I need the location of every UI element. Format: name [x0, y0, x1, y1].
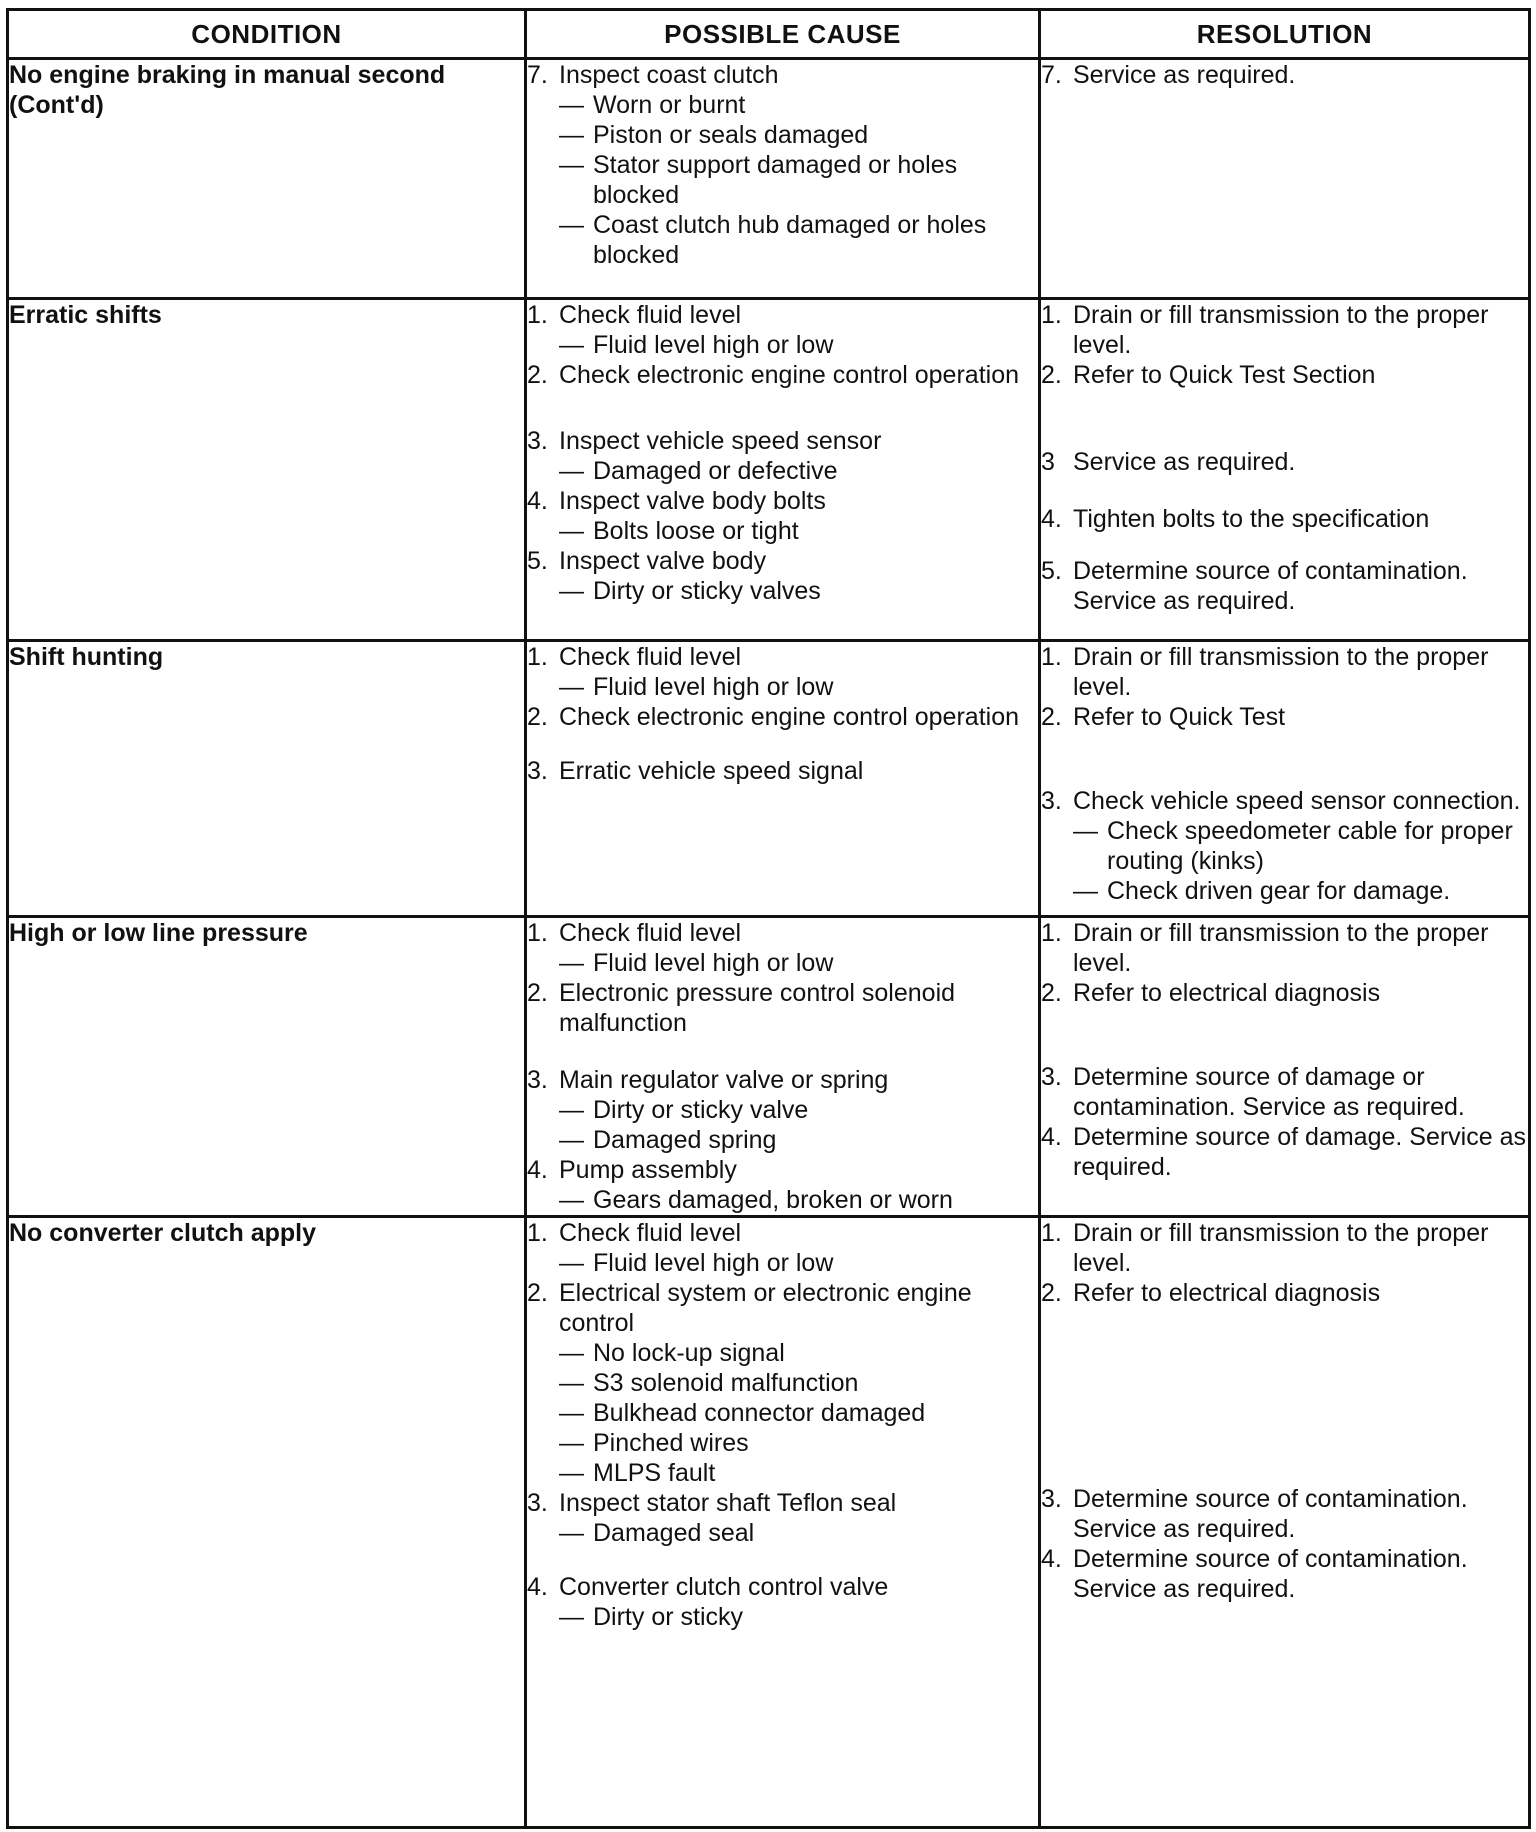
sub-item-text: Gears damaged, broken or worn — [593, 1186, 953, 1214]
sub-item-text: Piston or seals damaged — [593, 121, 869, 149]
cause-item — [527, 1155, 1038, 1215]
sub-item — [559, 1095, 1038, 1125]
dash-bullet: — — [559, 1126, 584, 1154]
dash-bullet: — — [559, 91, 584, 119]
table-row — [8, 917, 1530, 1217]
item-text: Electronic pressure control solenoid malfunction — [559, 979, 956, 1037]
sub-item — [559, 330, 1038, 360]
resolution-item-line — [1041, 702, 1528, 732]
cause-item — [527, 1488, 1038, 1548]
resolution-item-line — [1041, 918, 1528, 978]
sub-item — [559, 1428, 1038, 1458]
cause-item — [527, 918, 1038, 978]
cause-item — [527, 1065, 1038, 1155]
resolution-item-line — [1041, 786, 1528, 816]
sub-item — [559, 1398, 1038, 1428]
item-text: Electrical system or electronic engine control — [559, 1279, 972, 1337]
item-number: 2. — [527, 1279, 548, 1307]
item-text: Check fluid level — [559, 1219, 742, 1247]
resolution-item — [1041, 504, 1528, 534]
sub-item-text: No lock-up signal — [593, 1339, 785, 1367]
resolution-item-line — [1041, 1278, 1528, 1308]
cause-item-line — [527, 300, 1038, 330]
sub-item-text: Fluid level high or low — [593, 949, 834, 977]
cause-item — [527, 546, 1038, 606]
dash-bullet: — — [559, 1186, 584, 1214]
sub-item-text: Check driven gear for damage. — [1107, 877, 1451, 905]
item-number: 3. — [527, 757, 548, 785]
sub-item — [559, 516, 1038, 546]
cause-item — [527, 1218, 1038, 1278]
dash-bullet: — — [559, 517, 584, 545]
item-number: 3. — [1041, 1063, 1062, 1091]
resolution-cell — [1040, 641, 1530, 917]
sub-item — [559, 150, 1038, 210]
cause-item-line — [527, 546, 1038, 576]
item-number: 2. — [527, 979, 548, 1007]
item-text: Check fluid level — [559, 919, 742, 947]
item-number: 1. — [527, 301, 548, 329]
item-text: Check fluid level — [559, 643, 742, 671]
item-text: Tighten bolts to the specification — [1073, 505, 1430, 533]
cause-item — [527, 486, 1038, 546]
cause-item-line — [527, 1278, 1038, 1338]
table-row — [8, 1217, 1530, 1828]
item-number: 4. — [527, 1573, 548, 1601]
sub-item-text: Damaged seal — [593, 1519, 755, 1547]
item-text: Refer to electrical diagnosis — [1073, 979, 1381, 1007]
resolution-item — [1041, 360, 1528, 390]
cause-item-line — [527, 360, 1038, 390]
resolution-item-line — [1041, 1484, 1528, 1544]
item-text: Pump assembly — [559, 1156, 737, 1184]
header-resolution: RESOLUTION — [1040, 10, 1530, 59]
item-text: Drain or fill transmission to the proper level. — [1073, 301, 1489, 359]
resolution-item — [1041, 1544, 1528, 1604]
item-text: Determine source of contamination. Service as required. — [1073, 1545, 1468, 1603]
resolution-item — [1041, 300, 1528, 360]
sub-item — [1073, 876, 1528, 906]
cause-item-line — [527, 978, 1038, 1038]
dash-bullet: — — [559, 1369, 584, 1397]
item-number: 1. — [527, 643, 548, 671]
cause-cell — [526, 917, 1040, 1217]
resolution-cell — [1040, 1217, 1530, 1828]
item-text: Determine source of damage or contamination. Service as required. — [1073, 1063, 1465, 1121]
condition-cell: High or low line pressure — [8, 917, 526, 1217]
item-text: Check fluid level — [559, 301, 742, 329]
dash-bullet: — — [559, 1603, 584, 1631]
dash-bullet: — — [559, 457, 584, 485]
item-text: Inspect valve body bolts — [559, 487, 826, 515]
cause-item-line — [527, 60, 1038, 90]
dash-bullet: — — [1073, 877, 1098, 905]
sub-item-text: S3 solenoid malfunction — [593, 1369, 859, 1397]
sub-item — [559, 672, 1038, 702]
sub-item-text: Dirty or sticky valves — [593, 577, 821, 605]
dash-bullet: — — [559, 1399, 584, 1427]
item-number: 1. — [1041, 643, 1062, 671]
sub-item-text: Dirty or sticky — [593, 1603, 743, 1631]
sub-item-text: MLPS fault — [593, 1459, 716, 1487]
cause-cell — [526, 299, 1040, 641]
resolution-item-line — [1041, 642, 1528, 702]
resolution-item — [1041, 702, 1528, 732]
resolution-item-line — [1041, 1122, 1528, 1182]
resolution-item-line — [1041, 504, 1528, 534]
cause-item-line — [527, 1488, 1038, 1518]
resolution-item — [1041, 918, 1528, 978]
cause-cell — [526, 59, 1040, 299]
cause-item-line — [527, 486, 1038, 516]
item-number: 1. — [527, 919, 548, 947]
dash-bullet: — — [559, 151, 584, 179]
resolution-item — [1041, 642, 1528, 702]
sub-item — [559, 456, 1038, 486]
item-number: 3. — [527, 427, 548, 455]
item-text: Erratic vehicle speed signal — [559, 757, 864, 785]
condition-cell: Erratic shifts — [8, 299, 526, 641]
condition-cell: No converter clutch apply — [8, 1217, 526, 1828]
resolution-item — [1041, 1062, 1528, 1122]
sub-item-text: Coast clutch hub damaged or holes blocked — [593, 211, 987, 269]
item-number: 2. — [1041, 979, 1062, 1007]
resolution-item — [1041, 978, 1528, 1008]
table-row — [8, 59, 1530, 299]
sub-item-text: Damaged spring — [593, 1126, 777, 1154]
resolution-item-line — [1041, 300, 1528, 360]
resolution-item-line — [1041, 978, 1528, 1008]
resolution-item-line — [1041, 1218, 1528, 1278]
sub-item — [559, 1185, 1038, 1215]
dash-bullet: — — [559, 211, 584, 239]
item-text: Inspect vehicle speed sensor — [559, 427, 882, 455]
item-number: 2. — [527, 361, 548, 389]
sub-item — [559, 1368, 1038, 1398]
sub-item — [559, 1518, 1038, 1548]
dash-bullet: — — [559, 1249, 584, 1277]
sub-item — [559, 576, 1038, 606]
item-text: Determine source of damage. Service as required. — [1073, 1123, 1526, 1181]
sub-item — [559, 90, 1038, 120]
condition-cell: No engine braking in manual second (Cont'd) — [8, 59, 526, 299]
sub-item — [559, 1125, 1038, 1155]
resolution-cell — [1040, 59, 1530, 299]
cause-item-line — [527, 1572, 1038, 1602]
sub-item-text: Worn or burnt — [593, 91, 746, 119]
dash-bullet: — — [559, 121, 584, 149]
resolution-item-line — [1041, 556, 1528, 616]
table-row — [8, 641, 1530, 917]
cause-item-line — [527, 1065, 1038, 1095]
item-text: Service as required. — [1073, 61, 1296, 89]
item-text: Service as required. — [1073, 448, 1296, 476]
cause-item — [527, 360, 1038, 390]
item-text: Check electronic engine control operation — [559, 703, 1019, 731]
resolution-item — [1041, 1218, 1528, 1278]
cause-item-line — [527, 702, 1038, 732]
table-row — [8, 299, 1530, 641]
item-text: Drain or fill transmission to the proper level. — [1073, 919, 1489, 977]
resolution-item-line — [1041, 1062, 1528, 1122]
resolution-cell — [1040, 917, 1530, 1217]
sub-item — [559, 1338, 1038, 1368]
item-number: 2. — [1041, 703, 1062, 731]
cause-item — [527, 702, 1038, 732]
resolution-item — [1041, 1484, 1528, 1544]
diagnosis-table — [6, 8, 1531, 1829]
sub-item-text: Pinched wires — [593, 1429, 749, 1457]
cause-item — [527, 642, 1038, 702]
cause-item — [527, 978, 1038, 1038]
item-text: Refer to Quick Test Section — [1073, 361, 1376, 389]
item-text: Converter clutch control valve — [559, 1573, 889, 1601]
item-text: Main regulator valve or spring — [559, 1066, 889, 1094]
resolution-item-line — [1041, 1544, 1528, 1604]
header-row — [8, 10, 1530, 59]
item-text: Drain or fill transmission to the proper level. — [1073, 1219, 1489, 1277]
item-text: Refer to Quick Test — [1073, 703, 1286, 731]
resolution-item — [1041, 556, 1528, 616]
sub-item-text: Fluid level high or low — [593, 331, 834, 359]
item-text: Inspect valve body — [559, 547, 767, 575]
sub-item-text: Bulkhead connector damaged — [593, 1399, 926, 1427]
cause-item — [527, 300, 1038, 360]
resolution-item-line — [1041, 60, 1528, 90]
item-number: 5. — [1041, 557, 1062, 585]
sub-item-text: Dirty or sticky valve — [593, 1096, 809, 1124]
item-number: 3. — [527, 1489, 548, 1517]
cause-item-line — [527, 1218, 1038, 1248]
dash-bullet: — — [559, 1339, 584, 1367]
cause-cell — [526, 641, 1040, 917]
item-number: 2. — [1041, 361, 1062, 389]
item-text: Determine source of contamination. Service as required. — [1073, 557, 1468, 615]
header-possible-cause: POSSIBLE CAUSE — [526, 10, 1040, 59]
item-number: 4. — [527, 1156, 548, 1184]
sub-item — [559, 210, 1038, 270]
item-number: 4. — [1041, 1545, 1062, 1573]
item-text: Determine source of contamination. Service as required. — [1073, 1485, 1468, 1543]
resolution-item-line — [1041, 447, 1528, 477]
cause-item — [527, 426, 1038, 486]
cause-item-line — [527, 918, 1038, 948]
sub-item — [559, 1248, 1038, 1278]
dash-bullet: — — [559, 577, 584, 605]
item-number: 2. — [527, 703, 548, 731]
sub-item — [559, 120, 1038, 150]
sub-item-text: Fluid level high or low — [593, 673, 834, 701]
resolution-item — [1041, 447, 1528, 477]
sub-item-text: Fluid level high or low — [593, 1249, 834, 1277]
item-number: 7. — [527, 61, 548, 89]
item-text: Check electronic engine control operation — [559, 361, 1019, 389]
item-number: 4. — [527, 487, 548, 515]
item-number: 1. — [527, 1219, 548, 1247]
item-number: 4. — [1041, 1123, 1062, 1151]
item-number: 3. — [527, 1066, 548, 1094]
resolution-item-line — [1041, 360, 1528, 390]
item-text: Inspect stator shaft Teflon seal — [559, 1489, 897, 1517]
sub-item — [559, 948, 1038, 978]
item-text: Check vehicle speed sensor connection. — [1073, 787, 1521, 815]
sub-item — [1073, 816, 1528, 876]
resolution-item — [1041, 1122, 1528, 1182]
condition-cell: Shift hunting — [8, 641, 526, 917]
sub-item-text: Check speedometer cable for proper routing (kinks) — [1107, 817, 1513, 875]
item-number: 4. — [1041, 505, 1062, 533]
sub-item-text: Bolts loose or tight — [593, 517, 799, 545]
cause-item — [527, 1278, 1038, 1488]
resolution-item — [1041, 60, 1528, 90]
cause-item-line — [527, 426, 1038, 456]
dash-bullet: — — [559, 673, 584, 701]
cause-item — [527, 60, 1038, 270]
dash-bullet: — — [559, 1519, 584, 1547]
item-number: 3 — [1041, 448, 1055, 476]
item-number: 1. — [1041, 1219, 1062, 1247]
cause-item-line — [527, 642, 1038, 672]
header-condition: CONDITION — [8, 10, 526, 59]
item-text: Refer to electrical diagnosis — [1073, 1279, 1381, 1307]
dash-bullet: — — [559, 1459, 584, 1487]
item-number: 2. — [1041, 1279, 1062, 1307]
sub-item — [559, 1602, 1038, 1632]
dash-bullet: — — [559, 331, 584, 359]
cause-item-line — [527, 1155, 1038, 1185]
item-number: 5. — [527, 547, 548, 575]
sub-item-text: Stator support damaged or holes blocked — [593, 151, 958, 209]
item-number: 1. — [1041, 301, 1062, 329]
resolution-item — [1041, 786, 1528, 906]
item-number: 3. — [1041, 1485, 1062, 1513]
dash-bullet: — — [559, 1429, 584, 1457]
dash-bullet: — — [559, 949, 584, 977]
sub-item-text: Damaged or defective — [593, 457, 838, 485]
resolution-cell — [1040, 299, 1530, 641]
cause-item — [527, 1572, 1038, 1632]
cause-item — [527, 756, 1038, 786]
cause-cell — [526, 1217, 1040, 1828]
cause-item-line — [527, 756, 1038, 786]
item-number: 3. — [1041, 787, 1062, 815]
dash-bullet: — — [559, 1096, 584, 1124]
item-number: 1. — [1041, 919, 1062, 947]
item-text: Drain or fill transmission to the proper level. — [1073, 643, 1489, 701]
sub-item — [559, 1458, 1038, 1488]
dash-bullet: — — [1073, 817, 1098, 845]
item-text: Inspect coast clutch — [559, 61, 779, 89]
item-number: 7. — [1041, 61, 1062, 89]
resolution-item — [1041, 1278, 1528, 1308]
